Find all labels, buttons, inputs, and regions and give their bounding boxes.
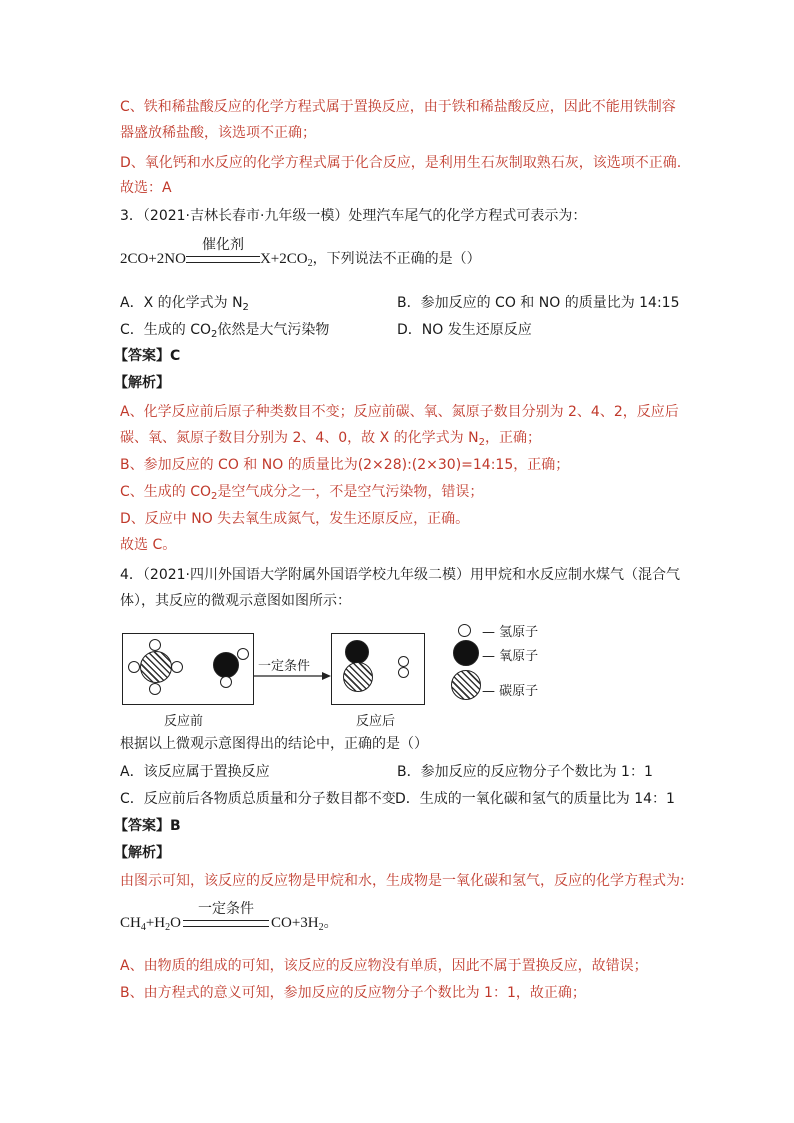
water-hydrogen-atom-2	[220, 676, 232, 688]
q3-option-a-text: A．X 的化学式为 N	[120, 295, 243, 311]
q3-option-c-sub: 2	[211, 329, 218, 340]
legend-hydrogen-label: — 氢原子	[482, 625, 539, 640]
before-box	[122, 633, 254, 705]
legend-carbon-label: — 碳原子	[482, 684, 539, 699]
q4-equation	[120, 901, 338, 933]
q4-eq-h: +H	[145, 915, 166, 931]
q4-analysis-b: B、由方程式的意义可知，参加反应的反应物分子个数比为 1：1，故正确；	[120, 985, 586, 1001]
q3-stem: 3．（2021·吉林长春市·九年级一模）处理汽车尾气的化学方程式可表示为：	[120, 208, 587, 224]
q3-eq-condition: 催化剂	[201, 237, 244, 254]
q3-answer: 【答案】C	[114, 348, 181, 364]
q3-analysis-a2-sub: 2	[478, 437, 485, 448]
q3-eq-arrow	[186, 237, 260, 263]
water-hydrogen-atom-1	[237, 648, 249, 660]
q3-analysis-c-sub: 2	[211, 491, 218, 502]
q4-eq-o: O	[170, 915, 181, 931]
q3-analysis-a2	[120, 428, 541, 448]
q4-stem-line1: 4．（2021·四川外国语大学附属外国语学校九年级二模）用甲烷和水反应制水煤气（混合气	[120, 567, 680, 583]
legend-oxygen-icon	[453, 640, 479, 666]
q3-eq-left: 2CO+2NO	[120, 251, 186, 267]
h2-atom-2	[398, 667, 409, 678]
co-carbon-atom	[343, 662, 373, 692]
q4-analysis-a: A、由物质的组成的可知，该反应的反应物没有单质，因此不属于置换反应，故错误；	[120, 958, 648, 974]
q4-option-c[interactable]: C．反应前后各物质总质量和分子数目都不变	[120, 791, 396, 807]
q3-option-a[interactable]	[120, 293, 249, 313]
before-caption: 反应前	[164, 714, 204, 729]
prev-option-d: D、氧化钙和水反应的化学方程式属于化合反应，是利用生石灰制取熟石灰，该选项不正确.	[120, 155, 682, 171]
legend-carbon-icon	[451, 670, 481, 700]
legend-oxygen-label: — 氧原子	[482, 649, 539, 664]
q3-option-b[interactable]: B．参加反应的 CO 和 NO 的质量比为 14:15	[397, 295, 680, 311]
methane-hydrogen-atom-right	[171, 661, 183, 673]
reaction-arrow-icon	[252, 670, 332, 682]
q3-analysis-d: D、反应中 NO 失去氧生成氮气，发生还原反应，正确。	[120, 511, 470, 527]
q4-option-b[interactable]: B．参加反应的反应物分子个数比为 1：1	[397, 764, 653, 780]
q3-eq-tail: ，下列说法不正确的是（）	[312, 251, 481, 267]
q3-option-c-text: C．生成的 CO	[120, 322, 212, 338]
q4-eq-ch-sub: 4	[140, 922, 146, 933]
q3-analysis-a2-text: 碳、氧、氮原子数目分别为 2、4、0，故 X 的化学式为 N	[120, 430, 479, 446]
q3-analysis-a2-post: ，正确；	[484, 430, 541, 446]
methane-hydrogen-atom-left	[128, 661, 140, 673]
prev-option-c-line2: 器盛放稀盐酸，该选项不正确；	[120, 125, 316, 141]
q4-option-d[interactable]: D．生成的一氧化碳和氢气的质量比为 14：1	[395, 791, 675, 807]
methane-hydrogen-atom-bottom	[149, 683, 161, 695]
water-oxygen-atom	[213, 652, 239, 678]
after-box	[331, 633, 425, 705]
prev-option-c-line1: C、铁和稀盐酸反应的化学方程式属于置换反应，由于铁和稀盐酸反应，因此不能用铁制容	[120, 99, 676, 115]
q3-option-c-post: 依然是大气污染物	[217, 322, 330, 338]
h2-atom-1	[398, 656, 409, 667]
q4-eq-condition: 一定条件	[197, 901, 254, 918]
q4-answer: 【答案】B	[114, 818, 181, 834]
q3-analysis-a1: A、化学反应前后原子种类数目不变；反应前碳、氧、氮原子数目分别为 2、4、2，反应后	[120, 404, 679, 420]
q3-option-d[interactable]: D．NO 发生还原反应	[397, 322, 532, 338]
q4-eq-right-sub: 2	[318, 922, 324, 933]
q4-analysis-title: 【解析】	[114, 845, 170, 861]
q4-stem-line2: 体），其反应的微观示意图如图所示：	[120, 593, 351, 609]
methane-carbon-atom	[140, 651, 172, 683]
q4-eq-arrow	[183, 901, 269, 927]
q3-eq-right: X+2CO	[259, 251, 308, 267]
q3-analysis-b: B、参加反应的 CO 和 NO 的质量比为(2×28):(2×30)=14:15，正确；	[120, 457, 570, 473]
q3-analysis-c-post: 是空气成分之一，不是空气污染物，错误；	[217, 484, 484, 500]
q3-eq-right-sub: 2	[307, 258, 313, 269]
q4-eq-ch: CH	[120, 915, 141, 931]
methane-hydrogen-atom-top	[149, 639, 161, 651]
q3-analysis-title: 【解析】	[114, 375, 170, 391]
q4-eq-h-sub: 2	[165, 922, 171, 933]
q3-option-a-sub: 2	[242, 302, 249, 313]
q3-equation	[120, 237, 481, 269]
q4-analysis-intro: 由图示可知，该反应的反应物是甲烷和水，生成物是一氧化碳和氢气，反应的化学方程式为:	[120, 873, 685, 889]
q3-option-c[interactable]	[120, 320, 329, 340]
q4-question: 根据以上微观示意图得出的结论中，正确的是（）	[120, 736, 428, 752]
q4-eq-tail: 。	[323, 915, 338, 931]
q3-analysis-c-text: C、生成的 CO	[120, 484, 212, 500]
q4-option-a[interactable]: A．该反应属于置换反应	[120, 764, 270, 780]
prev-answer: 故选：A	[120, 180, 172, 196]
q3-analysis-c	[120, 482, 483, 502]
q3-analysis-conclusion: 故选 C。	[120, 537, 177, 553]
q4-eq-right: CO+3H	[270, 915, 319, 931]
legend-hydrogen-icon	[458, 624, 471, 637]
after-caption: 反应后	[356, 714, 396, 729]
reaction-condition-label: 一定条件	[258, 659, 311, 674]
co-oxygen-atom	[345, 640, 369, 664]
